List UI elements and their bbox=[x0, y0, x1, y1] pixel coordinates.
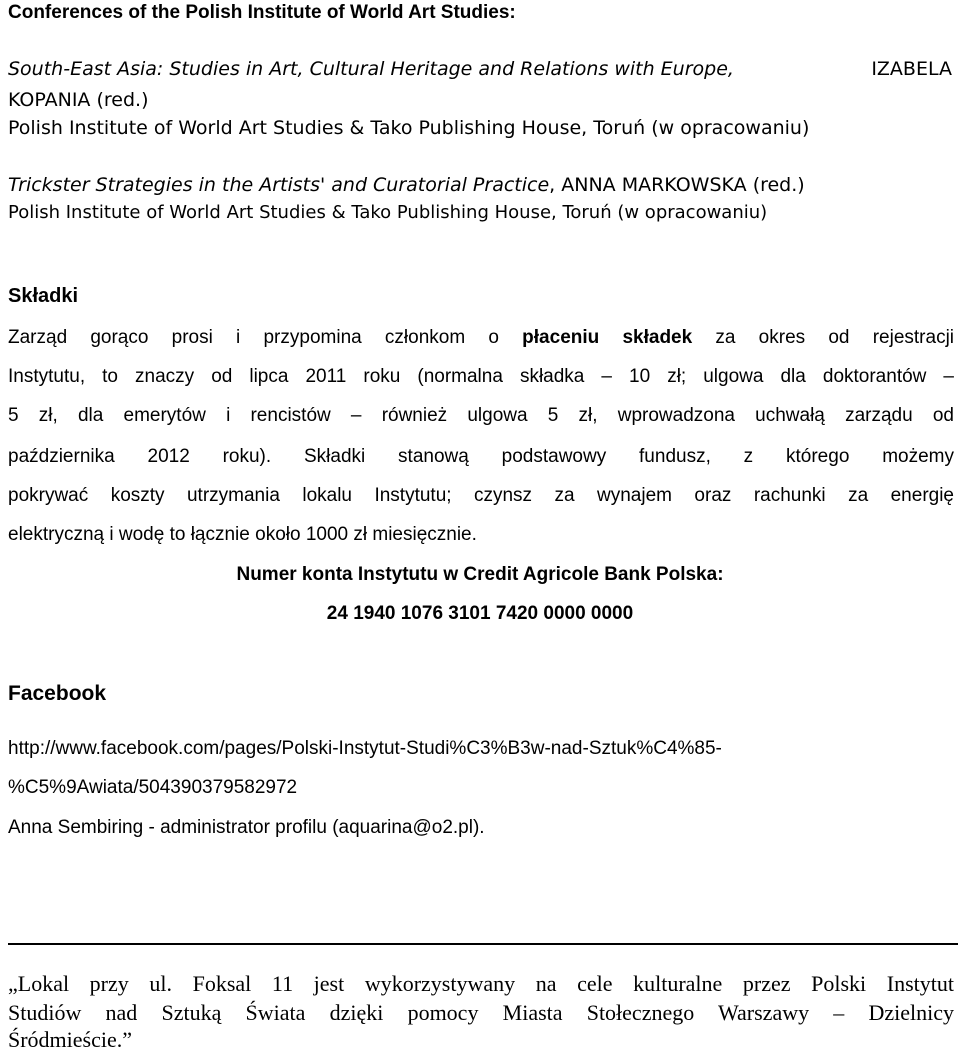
conference-item-2-line1 bbox=[8, 174, 954, 196]
account-label: Numer konta Instytutu w Credit Agricole Bank Polska: bbox=[236, 564, 724, 585]
conference-1-publisher: Polish Institute of World Art Studies & Tako Publishing House, Toruń (w opracowaniu) bbox=[8, 117, 810, 139]
account-number: 24 1940 1076 3101 7420 0000 0000 bbox=[326, 603, 634, 624]
facebook-admin: Anna Sembiring - administrator profilu (aquarina@o2.pl). bbox=[8, 817, 485, 838]
facebook-heading: Facebook bbox=[8, 682, 107, 705]
footnote-line3: Śródmieście.” bbox=[8, 1027, 133, 1052]
skladki-heading: Składki bbox=[8, 285, 79, 307]
skladki-line1-end: za okres od rejestracji bbox=[692, 327, 955, 348]
conference-1-title: South-East Asia: Studies in Art, Cultural Heritage and Relations with Europe, bbox=[8, 58, 734, 80]
skladki-paragraph-line5: pokrywać koszty utrzymania lokalu Instytutu; czynsz za wynajem oraz rachunki za energię bbox=[8, 485, 954, 506]
skladki-paragraph-line2: Instytutu, to znaczy od lipca 2011 roku (normalna składka – 10 zł; ulgowa dla doktorantów – bbox=[8, 366, 954, 387]
conference-2-editor: , ANNA MARKOWSKA (red.) bbox=[549, 174, 805, 196]
facebook-url-line2[interactable]: %C5%9Awiata/504390379582972 bbox=[8, 777, 298, 798]
conference-1-editor-rest: KOPANIA (red.) bbox=[8, 89, 149, 111]
conference-1-editor-first: IZABELA bbox=[871, 58, 952, 80]
conferences-heading: Conferences of the Polish Institute of World Art Studies: bbox=[8, 2, 516, 23]
footnote-line1: „Lokal przy ul. Foksal 11 jest wykorzystywany na cele kulturalne przez Polski Instytut bbox=[8, 971, 954, 996]
facebook-url-line1[interactable]: http://www.facebook.com/pages/Polski-Instytut-Studi%C3%B3w-nad-Sztuk%C4%85- bbox=[8, 738, 722, 759]
footnote-line2: Studiów nad Sztuką Świata dzięki pomocy Miasta Stołecznego Warszawy – Dzielnicy bbox=[8, 1000, 954, 1025]
skladki-paragraph-line1 bbox=[8, 327, 954, 349]
conference-2-title: Trickster Strategies in the Artists' and Curatorial Practice bbox=[8, 174, 550, 196]
skladki-paragraph-line6: elektryczną i wodę to łącznie około 1000 zł miesięcznie. bbox=[8, 524, 477, 545]
skladki-line1-bold: płaceniu składek bbox=[522, 327, 693, 348]
footnote-divider bbox=[8, 943, 958, 945]
skladki-paragraph-line3: 5 zł, dla emerytów i rencistów – również ulgowa 5 zł, wprowadzona uchwałą zarządu od bbox=[8, 405, 954, 426]
skladki-line1-text: Zarząd gorąco prosi i przypomina członkom o bbox=[8, 327, 523, 348]
skladki-paragraph-line4: października 2012 roku). Składki stanową podstawowy fundusz, z którego możemy bbox=[8, 446, 954, 467]
conference-2-publisher: Polish Institute of World Art Studies & Tako Publishing House, Toruń (w opracowaniu) bbox=[8, 202, 768, 223]
conference-item-1-line1 bbox=[8, 58, 954, 80]
